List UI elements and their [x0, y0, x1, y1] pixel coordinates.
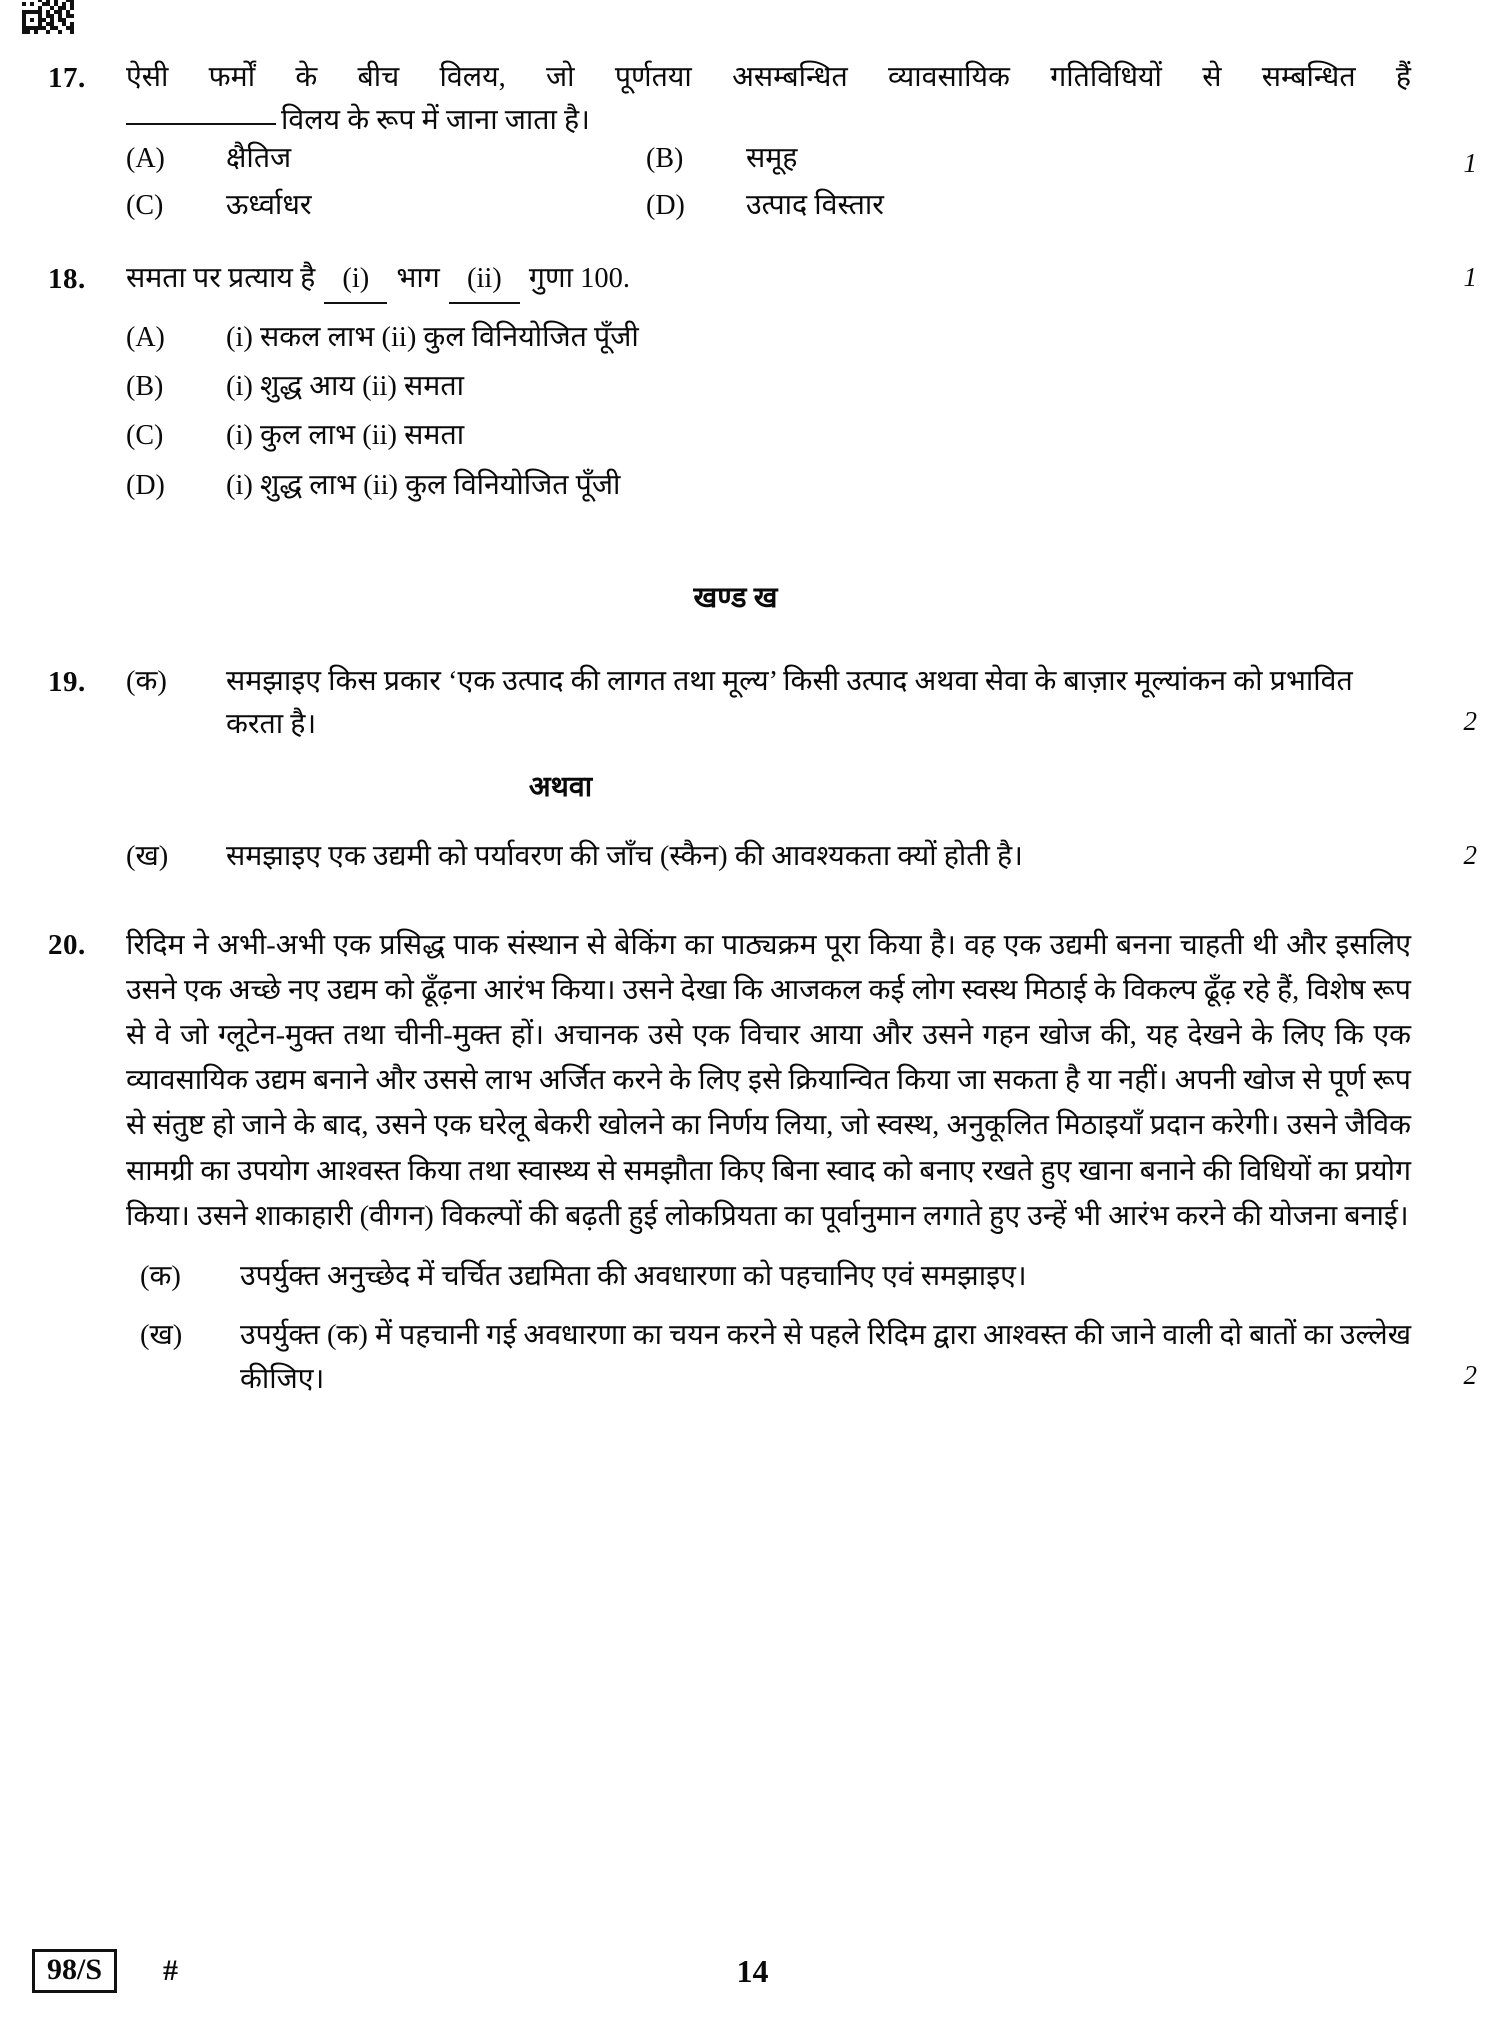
question-19b-marks: 2 [1463, 839, 1477, 870]
spacer-left [48, 835, 126, 879]
section-heading: खण्ड ख [693, 581, 778, 614]
question-20-marks-spacer [1411, 923, 1481, 964]
option-label: ऊर्ध्वाधर [226, 190, 312, 222]
spacer-body [126, 701, 1411, 719]
option-key: (B) [126, 370, 164, 402]
option-key: (A) [126, 142, 165, 174]
stem-prefix: समता पर प्रत्याय है [126, 263, 316, 295]
question-stem-line-2-text: विलय के रूप में जाना जाता है। [281, 105, 590, 137]
part-text: उपर्युक्त (क) में पहचानी गई अवधारणा का चयन करने से पहले रिदिम द्वारा आश्वस्त की जाने वाली दो बातों का उल्लेख कीजिए। [240, 1320, 1412, 1395]
option-label: (i) सकल लाभ (ii) कुल विनियोजित पूँजी [226, 321, 639, 353]
or-label: अथवा [528, 771, 593, 803]
part-text: उपर्युक्त अनुच्छेद में चर्चित उद्यमिता की अवधारणा को पहचानिए एवं समझाइए। [240, 1260, 1027, 1292]
question-20 [48, 923, 1481, 1401]
blank-i: (i) [324, 257, 387, 303]
question-stem [126, 257, 1411, 303]
option-key: (A) [126, 321, 165, 353]
option-key: (B) [646, 142, 684, 174]
part-b-row [126, 835, 1411, 878]
option-a[interactable] [126, 316, 1411, 359]
question-20-passage: रिदिम ने अभी-अभी एक प्रसिद्ध पाक संस्थान से बेकिंग का पाठ्यक्रम पूरा किया है। वह एक उद्यमी बनना चाहती थी और इसलिए उसने एक अच्छे नए उद्यम को ढूँढ़ना आरंभ किया। उसने देखा कि आजकल कई लोग स्वस्थ मिठाई के विकल्प ढूँढ़ रहे हैं, विशेष रूप से वे जो ग्लूटेन-मुक्त तथा चीनी-मुक्त हों। अचानक उसे एक विचार आया और उसने गहन खोज की, यह देखने के लिए कि एक व्यावसायिक उद्यम बनाने और उससे लाभ अर्जित करने के लिए इसे क्रियान्वित किया जा सकता है या नहीं। अपनी खोज से पूर्ण रूप से संतुष्ट हो जाने के बाद, उसने एक घरेलू बेकरी खोलने का निर्णय लिया, जो स्वस्थ, अनुकूलित मिठाइयाँ प्रदान करेगी। उसने जैविक सामग्री का उपयोग आश्वस्त किया तथा स्वास्थ्य से समझौता किए बिना स्वाद को बनाए रखते हुए खाना बनाने की विधियों का प्रयोग किया। उसने शाकाहारी (वीगन) विकल्पों की बढ़ती हुई लोकप्रियता का पूर्वानुमान लगाते हुए उन्हें भी आरंभ करने की योजना बनाई। [126, 929, 1411, 1232]
hash-mark: # [163, 1954, 179, 1987]
spacer-left [48, 701, 126, 745]
part-key: (क) [126, 665, 167, 697]
question-number: 19. [48, 665, 86, 698]
question-20-part-a [126, 1255, 1425, 1298]
option-d[interactable] [646, 184, 1411, 227]
part-key: (क) [140, 1260, 181, 1292]
page-number: 14 [736, 1952, 769, 1989]
part-key: (ख) [126, 840, 169, 872]
question-19-part-b [48, 835, 1481, 879]
question-number: 18. [48, 263, 86, 296]
part-text: समझाइए एक उद्यमी को पर्यावरण की जाँच (स्कैन) की आवश्यकता क्यों होती है। [226, 840, 1023, 872]
option-key: (C) [126, 420, 164, 452]
option-label: (i) शुद्ध लाभ (ii) कुल विनियोजित पूँजी [226, 469, 621, 501]
spacer-body [126, 1355, 1411, 1373]
option-label: (i) शुद्ध आय (ii) समता [226, 370, 464, 402]
option-c[interactable] [126, 184, 646, 227]
question-number: 20. [48, 928, 86, 961]
option-key: (C) [126, 190, 164, 222]
option-b[interactable] [646, 137, 1411, 180]
part-text: समझाइए किस प्रकार ‘एक उत्पाद की लागत तथा मूल्य’ किसी उत्पाद अथवा सेवा के बाज़ार मूल्यांकन को प्रभावित करता है। [226, 665, 1353, 741]
option-label: क्षैतिज [226, 142, 292, 174]
paper-code-badge: 98/S [32, 1949, 117, 1993]
options-grid [126, 316, 1411, 507]
stem-suffix: गुणा 100. [528, 263, 630, 295]
options-marks-spacer [1411, 125, 1481, 166]
option-label: उत्पाद विस्तार [746, 190, 884, 222]
marks-value [1411, 56, 1481, 97]
qr-code-icon [22, 0, 78, 34]
option-b[interactable] [126, 365, 1411, 408]
part-key: (ख) [140, 1320, 183, 1352]
question-17-options [48, 125, 1481, 228]
question-19a-marks-top [1411, 660, 1481, 701]
options-spacer [48, 125, 126, 169]
question-number: 17. [48, 62, 86, 94]
option-key: (D) [646, 190, 685, 222]
option-d[interactable] [126, 464, 1411, 507]
option-key: (D) [126, 469, 165, 501]
question-20b-marks: 2 [1463, 1359, 1477, 1390]
question-stem-line-1: ऐसी फर्मों के बीच विलय, जो पूर्णतया असम्बन्धित व्यावसायिक गतिविधियों से सम्बन्धित हैं [126, 62, 1411, 93]
question-18-marks: 1 [1463, 262, 1477, 293]
options-grid [126, 137, 1411, 228]
stem-mid: भाग [396, 263, 440, 295]
blank-ii: (ii) [449, 257, 520, 303]
question-18 [48, 257, 1481, 507]
option-label: (i) कुल लाभ (ii) समता [226, 420, 465, 452]
question-17-marks: 1 [1463, 147, 1477, 178]
option-label: समूह [746, 142, 798, 174]
page-footer [0, 1944, 1505, 1998]
question-19a-marks: 2 [1463, 705, 1477, 736]
spacer-left [48, 1355, 126, 1399]
option-a[interactable] [126, 137, 646, 180]
option-c[interactable] [126, 414, 1411, 457]
